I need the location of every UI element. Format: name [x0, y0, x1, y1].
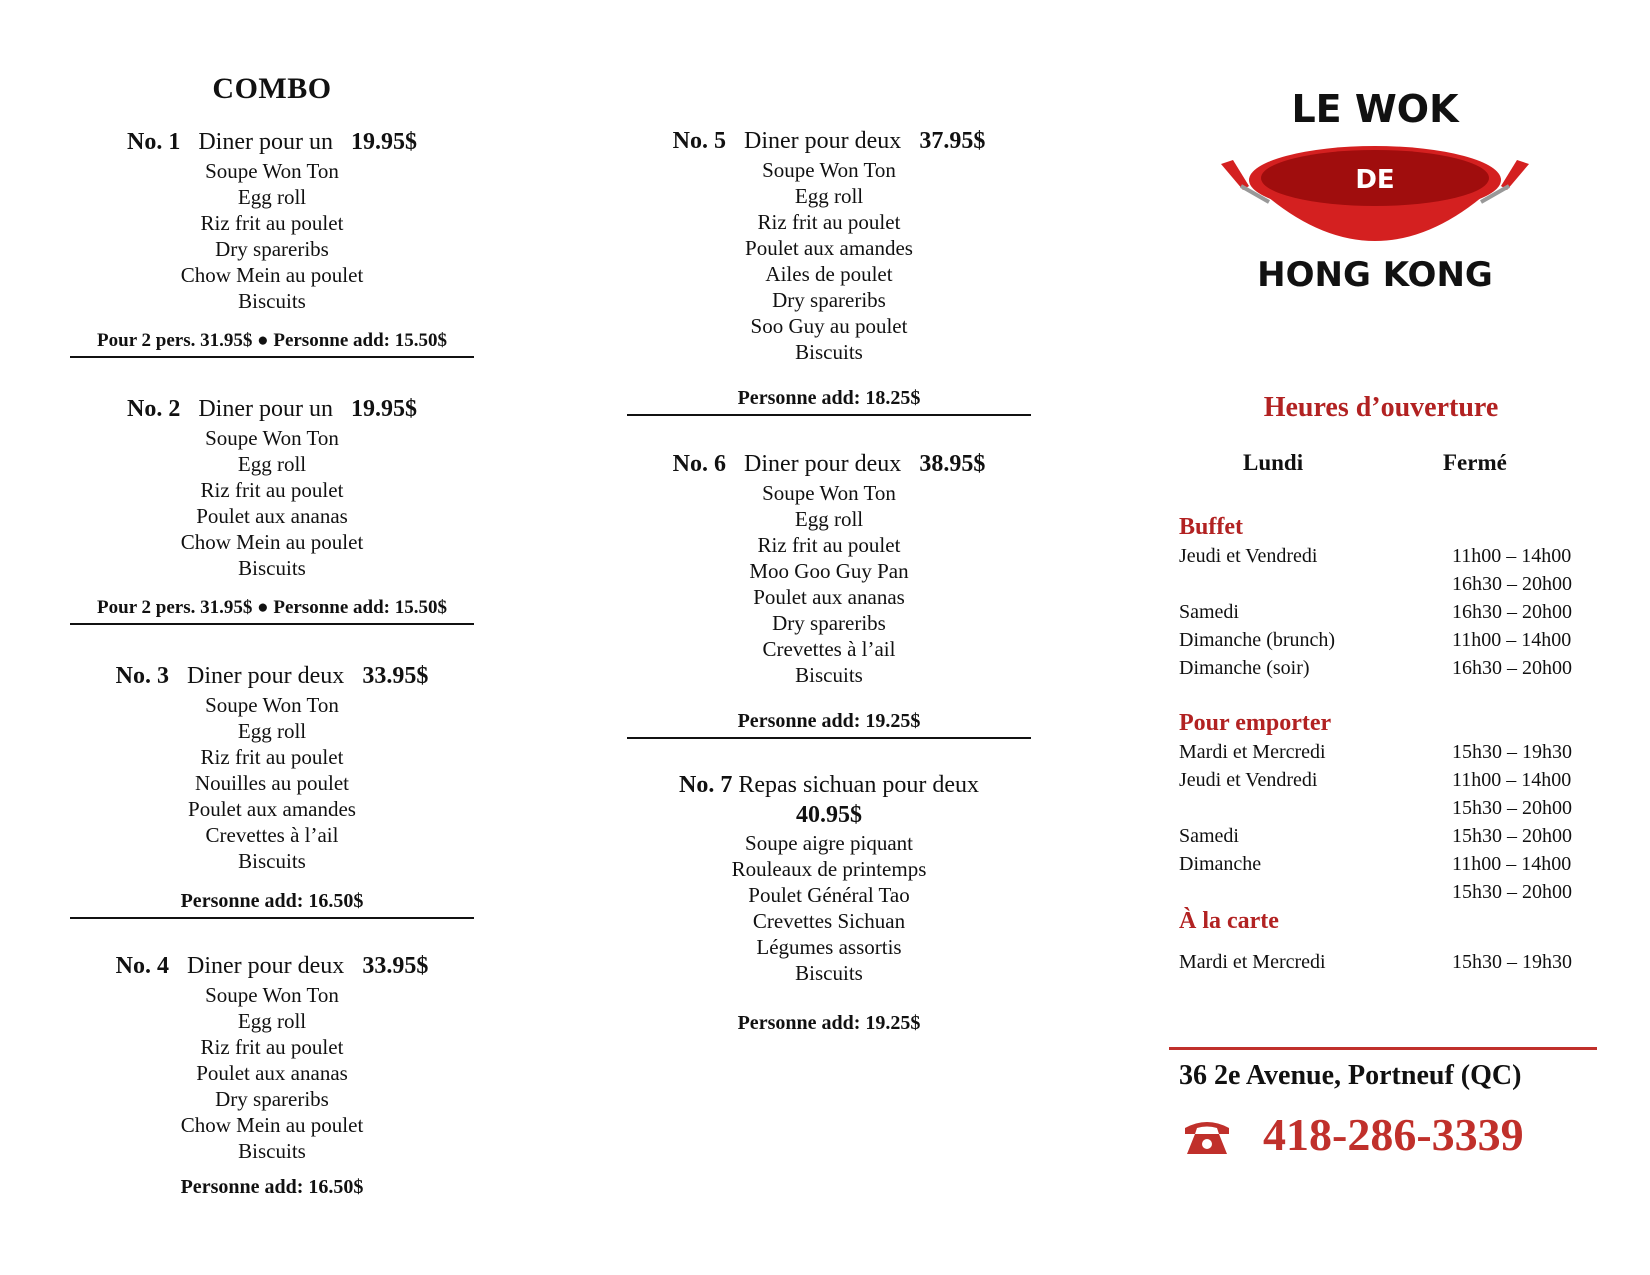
- combo-item: Biscuits: [238, 849, 306, 873]
- combo-items: [70, 158, 474, 314]
- combo-number: No. 3: [115, 663, 170, 689]
- combo-header: [627, 770, 1031, 830]
- combo-name: Diner pour un: [198, 396, 333, 422]
- wok-handle-left: [1221, 160, 1249, 190]
- wok-handle-right: [1501, 160, 1529, 190]
- combo-item: Soupe Won Ton: [762, 481, 896, 505]
- combo-item: Riz frit au poulet: [200, 211, 344, 235]
- combo-item: Biscuits: [238, 556, 306, 580]
- hours-row: [1179, 738, 1599, 766]
- hours-day: Jeudi et Vendredi: [1179, 769, 1318, 791]
- hours-row: [1179, 598, 1599, 626]
- combo-heading: COMBO: [212, 72, 332, 105]
- hours-row: [1179, 878, 1599, 906]
- combo-footer: Personne add: 16.50$: [70, 890, 474, 919]
- hours-time: 15h30 – 19h30: [1452, 951, 1572, 973]
- combo-name: Diner pour deux: [744, 128, 902, 154]
- combo-item: Egg roll: [237, 185, 307, 209]
- hours-time: 15h30 – 20h00: [1452, 881, 1572, 903]
- telephone-icon: [1181, 1114, 1233, 1156]
- combo-item: Soupe Won Ton: [205, 983, 339, 1007]
- hours-time: 16h30 – 20h00: [1452, 573, 1572, 595]
- combo-item: Poulet aux amandes: [188, 797, 356, 821]
- combo-item: Biscuits: [795, 663, 863, 687]
- combo-item: Crevettes Sichuan: [752, 909, 906, 933]
- combo-name: Diner pour deux: [744, 451, 902, 477]
- restaurant-logo: [1205, 82, 1545, 312]
- combo-price: 19.95$: [350, 129, 417, 155]
- combo-price: 33.95$: [362, 953, 429, 979]
- hours-section-takeout: [1179, 708, 1599, 906]
- combo-number: No. 4: [115, 953, 170, 979]
- combo-5: [627, 125, 1031, 416]
- combo-number: No. 1: [127, 129, 181, 155]
- combo-item: Chow Mein au poulet: [180, 263, 364, 287]
- hours-day: Mardi et Mercredi: [1179, 741, 1326, 763]
- hours-time: 11h00 – 14h00: [1452, 853, 1572, 875]
- hours-day: Dimanche: [1179, 853, 1262, 875]
- combo-item: Soupe Won Ton: [205, 693, 339, 717]
- logo-line-3: HONG KONG: [1257, 255, 1493, 295]
- combo-item: Egg roll: [794, 184, 864, 208]
- hours-row: [1179, 766, 1599, 794]
- hours-row: [1179, 822, 1599, 850]
- combo-items: [627, 157, 1031, 365]
- hours-time: 16h30 – 20h00: [1452, 657, 1572, 679]
- combo-items: [70, 425, 474, 581]
- combo-number: No. 2: [127, 396, 181, 422]
- hours-time: 15h30 – 20h00: [1452, 825, 1572, 847]
- phone-number[interactable]: 418-286-3339: [1263, 1109, 1524, 1160]
- combo-item: Poulet aux ananas: [196, 1061, 348, 1085]
- combo-footer: Personne add: 19.25$: [627, 710, 1031, 739]
- combo-item: Riz frit au poulet: [200, 1035, 344, 1059]
- combo-item: Riz frit au poulet: [757, 210, 901, 234]
- combo-number: No. 6: [672, 451, 727, 477]
- combo-header: [627, 125, 1031, 157]
- hours-time: 11h00 – 14h00: [1452, 629, 1572, 651]
- hours-row: [1179, 570, 1599, 598]
- combo-item: Dry spareribs: [215, 237, 329, 261]
- combo-item: Egg roll: [794, 507, 864, 531]
- combo-6: [627, 448, 1031, 739]
- combo-item: Crevettes à l’ail: [205, 823, 339, 847]
- hours-section-buffet: [1179, 512, 1599, 682]
- combo-item: Nouilles au poulet: [195, 771, 349, 795]
- hours-row: [1179, 626, 1599, 654]
- combo-item: Riz frit au poulet: [200, 745, 344, 769]
- combo-name: Diner pour deux: [187, 953, 345, 979]
- combo-name: Repas sichuan pour deux: [738, 772, 979, 798]
- logo-line-2: DE: [1355, 165, 1395, 195]
- combo-header: [627, 448, 1031, 480]
- combo-item: Egg roll: [237, 452, 307, 476]
- combo-header: [70, 950, 474, 982]
- combo-2: [70, 393, 474, 625]
- combo-name: Diner pour deux: [187, 663, 345, 689]
- combo-items: [627, 480, 1031, 688]
- hours-time: 15h30 – 19h30: [1452, 741, 1572, 763]
- hours-section-a-la-carte: [1179, 906, 1599, 976]
- hours-time: 16h30 – 20h00: [1452, 601, 1572, 623]
- combo-item: Biscuits: [795, 961, 863, 985]
- combo-price: 19.95$: [350, 396, 417, 422]
- combo-item: Soo Guy au poulet: [750, 314, 908, 338]
- hours-day: Dimanche (soir): [1179, 657, 1310, 679]
- combo-item: Dry spareribs: [772, 611, 886, 635]
- hours-row: [1179, 948, 1599, 976]
- combo-item: Poulet aux ananas: [753, 585, 905, 609]
- combo-item: Légumes assortis: [756, 935, 902, 959]
- hours-row: [1179, 654, 1599, 682]
- combo-item: Dry spareribs: [215, 1087, 329, 1111]
- hours-day: Mardi et Mercredi: [1179, 951, 1326, 973]
- combo-footer: Pour 2 pers. 31.95$ ● Personne add: 15.50$: [70, 330, 474, 358]
- combo-item: Poulet Général Tao: [748, 883, 910, 907]
- hours-day: Jeudi et Vendredi: [1179, 545, 1318, 567]
- hours-day: Samedi: [1179, 825, 1239, 847]
- closed-day: Lundi: [1243, 450, 1304, 475]
- section-title: Buffet: [1179, 514, 1243, 540]
- combo-3: [70, 660, 474, 919]
- combo-items: [70, 692, 474, 874]
- combo-item: Ailes de poulet: [765, 262, 893, 286]
- section-title: Pour emporter: [1179, 710, 1332, 736]
- combo-item: Chow Mein au poulet: [180, 1113, 364, 1137]
- combo-footer: Pour 2 pers. 31.95$ ● Personne add: 15.50$: [70, 597, 474, 625]
- combo-price: 33.95$: [362, 663, 429, 689]
- combo-items: [70, 982, 474, 1164]
- combo-item: Soupe aigre piquant: [745, 831, 913, 855]
- combo-number: No. 5: [672, 128, 727, 154]
- hours-row: [1179, 794, 1599, 822]
- hours-time: 11h00 – 14h00: [1452, 545, 1572, 567]
- combo-item: Biscuits: [795, 340, 863, 364]
- combo-item: Egg roll: [237, 719, 307, 743]
- hours-row: [1179, 850, 1599, 878]
- combo-footer: Personne add: 18.25$: [627, 387, 1031, 416]
- combo-item: Rouleaux de printemps: [731, 857, 927, 881]
- hours-day: Dimanche (brunch): [1179, 629, 1336, 651]
- address-divider: [1169, 1047, 1597, 1050]
- combo-item: Egg roll: [237, 1009, 307, 1033]
- section-title: À la carte: [1179, 908, 1279, 934]
- restaurant-address: 36 2e Avenue, Portneuf (QC): [1179, 1060, 1522, 1091]
- hours-time: 15h30 – 20h00: [1452, 797, 1572, 819]
- combo-item: Crevettes à l’ail: [762, 637, 896, 661]
- combo-item: Soupe Won Ton: [762, 158, 896, 182]
- hours-row: [1179, 542, 1599, 570]
- combo-header: [70, 660, 474, 692]
- combo-header: [70, 126, 474, 158]
- combo-price: 37.95$: [919, 128, 986, 154]
- combo-item: Riz frit au poulet: [200, 478, 344, 502]
- combo-4: [70, 950, 474, 1203]
- combo-name: Diner pour un: [198, 129, 333, 155]
- combo-item: Riz frit au poulet: [757, 533, 901, 557]
- combo-item: Chow Mein au poulet: [180, 530, 364, 554]
- combo-price: 40.95$: [796, 802, 862, 828]
- combo-footer: Personne add: 16.50$: [180, 1176, 364, 1198]
- combo-item: Dry spareribs: [772, 288, 886, 312]
- combo-price: 38.95$: [919, 451, 986, 477]
- hours-title: Heures d’ouverture: [1263, 392, 1499, 423]
- combo-1: [70, 126, 474, 358]
- logo-line-1: LE WOK: [1291, 87, 1459, 131]
- combo-item: Poulet aux ananas: [196, 504, 348, 528]
- combo-item: Biscuits: [238, 1139, 306, 1163]
- hours-day: Samedi: [1179, 601, 1239, 623]
- combo-number: No. 7: [679, 772, 733, 798]
- combo-footer: Personne add: 19.25$: [737, 1012, 921, 1034]
- phone-line: [1181, 1108, 1524, 1161]
- combo-7: [627, 770, 1031, 1039]
- closed-value: Fermé: [1443, 450, 1507, 475]
- hours-time: 11h00 – 14h00: [1452, 769, 1572, 791]
- combo-item: Moo Goo Guy Pan: [749, 559, 909, 583]
- combo-items: [627, 830, 1031, 986]
- combo-item: Soupe Won Ton: [205, 426, 339, 450]
- combo-item: Biscuits: [238, 289, 306, 313]
- combo-item: Soupe Won Ton: [205, 159, 339, 183]
- combo-header: [70, 393, 474, 425]
- combo-item: Poulet aux amandes: [745, 236, 913, 260]
